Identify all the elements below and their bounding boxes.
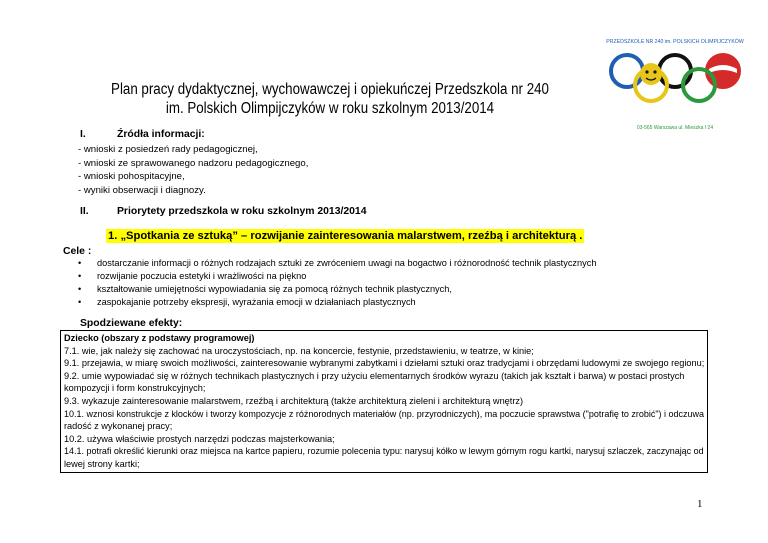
goals-label: Cele : [63,246,92,257]
page-number: 1 [697,498,703,510]
bullet-icon: • [78,258,82,268]
document-title [98,80,562,118]
effect-line: 9.2. umie wypowiadać się w różnych technikach plastycznych i przy użyciu elementarnych środków wyrazu (takich jak kształt i barwa) w postaci prostych [64,370,685,381]
title-line-1: Plan pracy dydaktycznej, wychowawczej i opiekuńczej Przedszkola nr 240 [111,81,549,98]
effect-line: 10.1. wznosi konstrukcje z klocków i tworzy kompozycje z różnorodnych materiałów (np. przyrodniczych), ma poczucie sprawstwa ("potrafię to zrobić") i odczuwa [64,408,704,419]
bullet-icon: • [78,297,82,307]
section-1-number: I. [80,129,86,140]
green-ring-icon [683,69,715,101]
list-item: • zaspokajanie potrzeby ekspresji, wyrażania emocji w działaniach plastycznych [78,297,416,307]
list-item: - wnioski pohospitacyjne, [78,171,185,183]
list-item: - wyniki obserwacji i diagnozy. [78,184,206,196]
section-1-heading [80,129,205,140]
list-item: - wnioski z posiedzeń rady pedagogicznej, [78,144,258,155]
bullet-icon: • [78,271,82,281]
section-2-number: II. [80,206,89,217]
effect-line: lewej strony kartki; [64,458,140,469]
black-ring-icon [659,55,691,87]
title-line-2: im. Polskich Olimpijczyków w roku szkolnym 2013/2014 [165,100,495,117]
goals-list [78,257,596,309]
bullet-icon: • [78,284,82,294]
effect-line: 9.1. przejawia, w miarę swoich możliwości, zainteresowanie wybranymi zabytkami i dziełami sztuki oraz tradycjami i obrzędami ludowymi ze swojego regionu; [64,358,705,369]
expected-effects-label: Spodziewane efekty: [80,318,183,329]
section-2-heading [80,206,367,217]
effects-box-heading: Dziecko (obszary z podstawy programowej) [64,333,255,343]
effect-line: radość z wykonanej pracy; [64,421,173,432]
logo-top-text: PRZEDSZKOLE NR 240 im. POLSKICH OLIMPIJCZYKÓW [606,39,744,45]
olympic-rings-logo [595,33,755,138]
effect-line: 9.3. wykazuje zainteresowanie malarstwem, rzeźbą i architekturą (także architekturą zieleni i architekturą wnętrz) [64,395,524,406]
effect-line: 14.1. potrafi określić kierunki oraz miejsca na kartce papieru, rozumie polecenia typu: narysuj kółko w lewym górnym rogu kartki, narysuj szlaczek, zaczynając od [64,446,704,457]
list-item: • dostarczanie informacji o różnych rodzajach sztuki ze zwróceniem uwagi na bogactwo i różnorodność technik plastycznych [78,258,597,268]
section-1-title: Źródła informacji: [117,129,205,140]
list-item: • rozwijanie poczucia estetyki i wrażliwości na piękno [78,271,307,281]
mascot-icon [640,63,662,85]
effect-line: 10.2. używa właściwie prostych narzędzi podczas majsterkowania; [64,433,335,444]
section-2-title: Priorytety przedszkola w roku szkolnym 2013/2014 [117,206,367,217]
list-item: • kształtowanie umiejętności wypowiadania się za pomocą różnych technik plastycznych, [78,284,452,294]
logo-bottom-text: 03-565 Warszawa ul. Mieszka I 24 [636,125,714,131]
sources-list [78,143,308,197]
effect-line: kompozycji i form konstrukcyjnych; [64,383,206,394]
effect-line: 7.1. wie, jak należy się zachować na uroczystościach, np. na koncercie, festynie, przedstawieniu, w teatrze, w kinie; [64,345,534,356]
effects-box [60,330,708,473]
priority-highlight: 1. „Spotkania ze sztuką” – rozwijanie zainteresowania malarstwem, rzeźbą i architekturą . [108,230,583,242]
blue-ring-icon [611,55,643,87]
list-item: - wnioski ze sprawowanego nadzoru pedagogicznego, [78,157,309,169]
